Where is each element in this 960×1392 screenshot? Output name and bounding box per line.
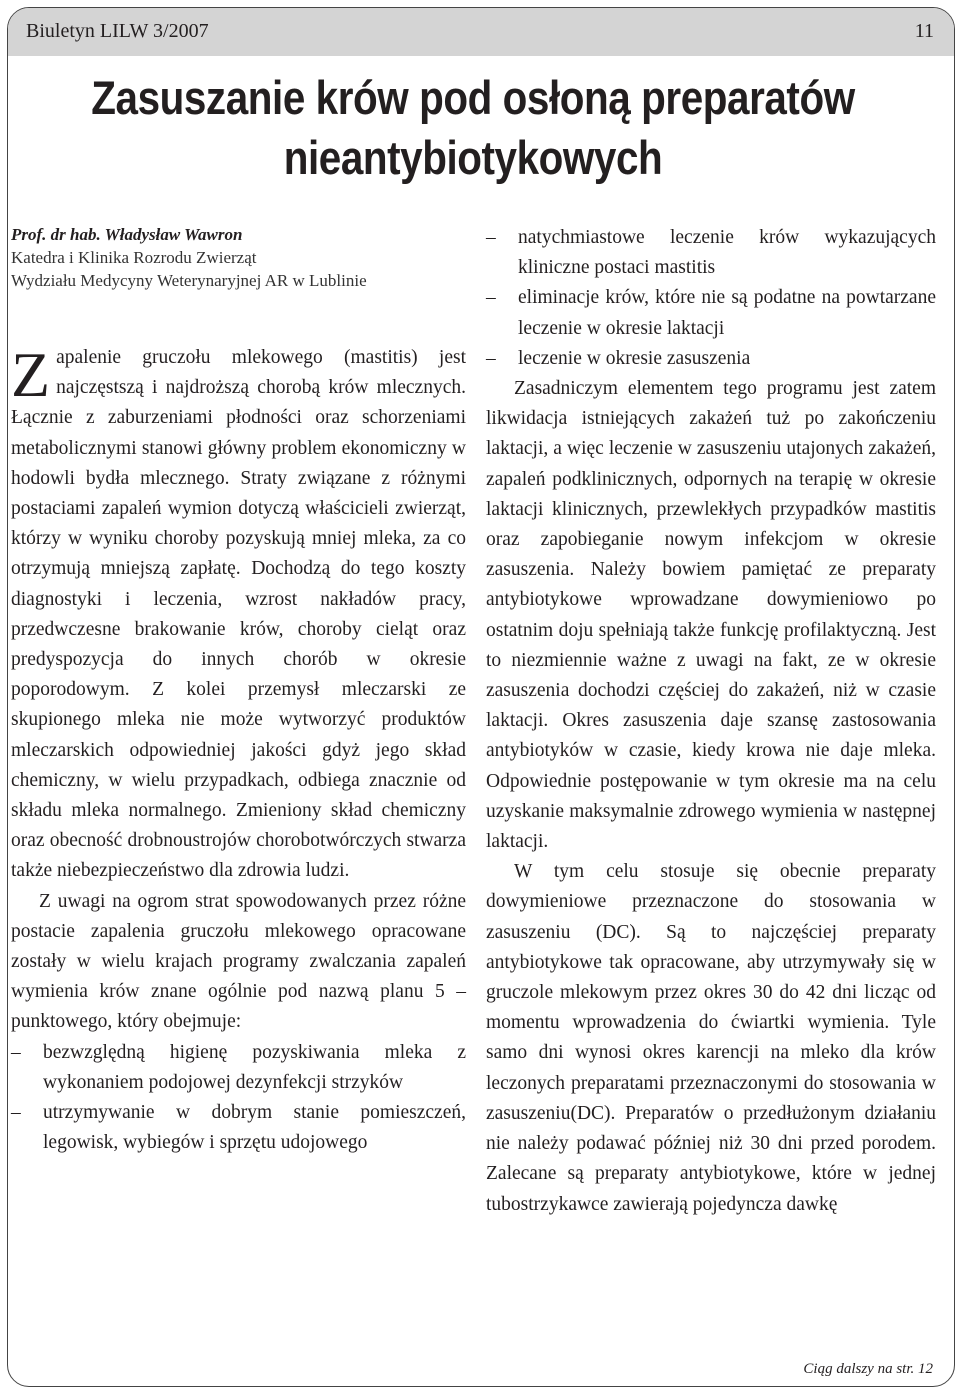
page-number: 11	[914, 20, 934, 42]
list-item	[486, 223, 936, 283]
dc-paragraph: W tym celu stosuje się obecnie preparaty dowymieniowe przeznaczone do stosowania w zasuszeniu (DC). Są to najczęściej preparaty antybiotykowe tak opracowane, aby utrzymywały się w gruczole mlekowym przez okres 30 do 42 dni licząc od momentu wprowadzenia do ćwiartki wymienia. Tyle samo dni wynosi okres karencji na mleko dla krów leczonych preparatami przeznaczonymi do stosowania w zasuszeniu(DC). Preparatów o przedłużonym działaniu nie należy podawać później niż 30 dni przed porodem. Zalecane są preparaty antybiotykowe, które w jednej tubostrzykawce zawierają pojedyncza dawkę	[486, 861, 936, 1215]
dash-bullet: –	[11, 1102, 21, 1124]
list-item-text: eliminacje krów, które nie są podatne na powtarzane leczenie w okresie laktacji	[518, 287, 936, 339]
dash-bullet: –	[11, 1041, 21, 1063]
right-column	[486, 223, 936, 1220]
author-faculty: Wydziału Medycyny Weterynaryjnej AR w Lublinie	[11, 271, 367, 290]
continued-note[interactable]: Ciąg dalszy na str. 12	[803, 1361, 933, 1377]
list-item	[486, 283, 936, 343]
drop-cap: Z	[11, 339, 51, 410]
left-column	[11, 339, 466, 1158]
author-block	[11, 223, 471, 292]
intro-paragraph	[11, 339, 466, 887]
list-item	[11, 1038, 466, 1098]
program-paragraph: Z uwagi na ogrom strat spowodowanych przez różne postacie zapalenia gruczołu mlekowego opracowane zostały w wielu krajach programy zwalczania zapaleń wymienia krów znane ogólnie pod nazwą planu 5 – punktowego, który obejmuje:	[11, 890, 466, 1033]
article-title: Zasuszanie krów pod osłoną preparatów nieantybiotykowych	[91, 71, 855, 184]
list-item-text: bezwzględną higienę pozyskiwania mleka z wykonaniem podojowej dezynfekcji strzyków	[43, 1041, 466, 1093]
list-item-text: utrzymywanie w dobrym stanie pomieszczeń, legowisk, wybiegów i sprzętu udojowego	[43, 1102, 466, 1154]
dash-bullet: –	[486, 227, 496, 248]
list-item-text: natychmiastowe leczenie krów wykazujących kliniczne postaci mastitis	[518, 227, 936, 279]
dash-bullet: –	[486, 287, 496, 309]
list-item-text: leczenie w okresie zasuszenia	[518, 347, 751, 369]
list-item	[11, 1098, 466, 1158]
intro-text: apalenie gruczołu mlekowego (mastitis) jest najczęstszą i najdroższą chorobą krów mlecznych. Łącznie z zaburzeniami płodności oraz schorzeniami metabolicznymi stanowi główny problem ekonomiczny w hodowli bydła mlecznego. Straty związane z różnymi postaciami zapaleń wymion dotyczą właścicieli zwierząt, którzy w wyniku choroby pozyskują mniej mleka, za co otrzymują mniejszą zapłatę. Dochodzą do tego koszty diagnostyki i leczenia, wzrost nakładów pracy, przedwczesne brakowanie krów, choroby cieląt oraz predyspozycja do innych chorób w okresie poporodowym. Z kolei przemysł mleczarski ze skupionego mleka nie może wytworzyć produktów mleczarskich odpowiedniej jakości gdyż jego skład chemiczny, w wielu przypadkach, odbiega znacznie od składu mleka normalnego. Zmieniony skład chemiczny oraz obecność drobnoustrojów chorobotwórczych stwarza także niebezpieczeństwo dla zdrowia ludzi.	[11, 347, 466, 882]
page-header	[8, 8, 954, 56]
author-department: Katedra i Klinika Rozrodu Zwierząt	[11, 248, 257, 267]
strategy-paragraph: Zasadniczym elementem tego programu jest zatem likwidacja istniejących zakażeń tuż po zakończeniu laktacji, a więc leczenie w zasuszeniu utajonych zakażeń, zapaleń podklinicznych, odpornych na terapię w okresie laktacji klinicznych, przewlekłych przypadków mastitis oraz zapobieganie nowym infekcjom w okresie zasuszenia. Należy bowiem pamiętać ze preparaty antybiotykowe wprowadzane dowymieniowo po ostatnim doju spełniają także funkcję profilaktyczną. Jest to niezmiennie ważne z uwagi na fakt, ze w okresie zasuszenia dochodzi częściej do zakażeń, niż w czasie laktacji. Okres zasuszenia daje szansę zastosowania antybiotyków w czasie, kiedy krowa nie daje mleka. Odpowiednie postępowanie w tym okresie ma na celu uzyskanie maksymalnie zdrowego wymienia w następnej laktacji.	[486, 378, 936, 853]
dash-bullet: –	[486, 347, 496, 369]
journal-title: Biuletyn LILW 3/2007	[26, 20, 209, 42]
author-name: Prof. dr hab. Władysław Wawron	[11, 225, 243, 244]
list-item	[486, 344, 936, 374]
